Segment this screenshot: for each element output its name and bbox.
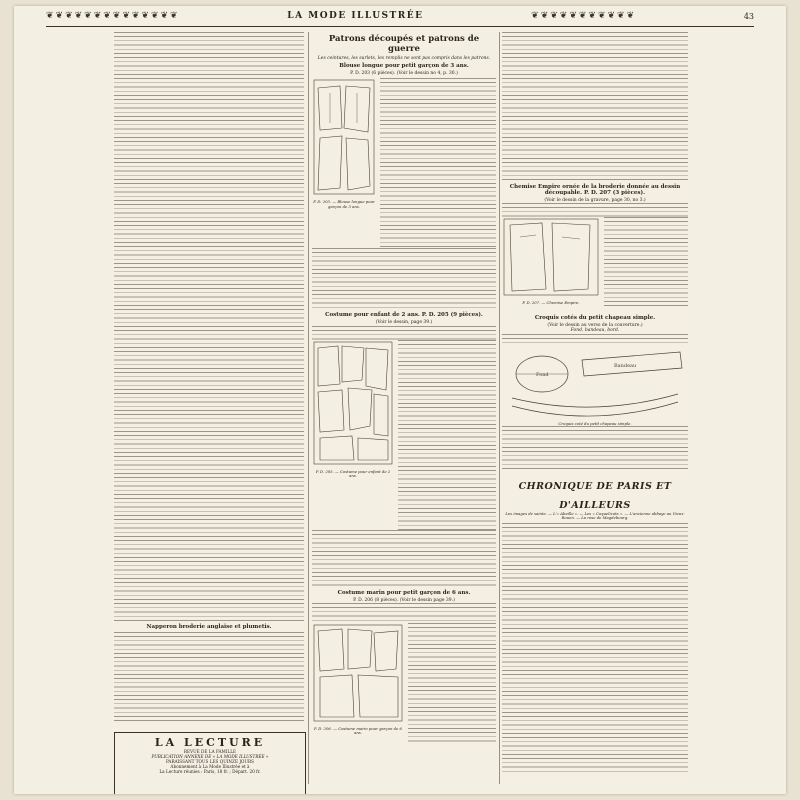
item-ref-chemise: (Voir le dessin de la gravure, page 30, no 3.)	[544, 198, 646, 203]
costume-pattern-figure	[312, 340, 394, 479]
body-text-lines	[380, 78, 496, 248]
body-text-lines	[312, 603, 496, 623]
body-text-lines	[398, 340, 496, 530]
item-sub-croquis: Fond, bandeau, bord.	[570, 328, 620, 334]
body-text-lines	[114, 632, 304, 724]
blouse-pattern-diagram	[312, 78, 376, 196]
item-title-chemise: Chemise Empire ornée de la broderie donnée au dessin découpable. P. D. 207 (3 pièces).	[509, 184, 681, 196]
magazine-page	[14, 6, 786, 794]
item-chemise-block	[502, 217, 688, 309]
column-rule	[499, 32, 500, 784]
body-text-lines	[408, 623, 496, 743]
column-left-body-text	[114, 32, 304, 622]
chronicle-heading	[502, 474, 688, 512]
body-text-lines	[312, 248, 496, 310]
lecture-line: PARAISSANT TOUS LES QUINZE JOURS	[166, 759, 254, 764]
item-marin-block	[312, 623, 496, 743]
item-title-costume-marin: Costume marin pour petit garçon de 6 ans.	[337, 589, 471, 596]
page-header	[46, 6, 754, 27]
chemise-pattern-diagram	[502, 217, 600, 297]
chronicle-summary: Les images de sainte. — L'« Abeille ». — Les « Coquelicots ». — L'ancienne abbaye au Vieux-Rouen. — La rose de Magdebourg.	[505, 510, 685, 521]
figure-caption: P. D. 207. — Chemise Empire.	[522, 300, 580, 306]
item-ref-croquis: (Voir le dessin au verso de la couverture.)	[547, 323, 643, 329]
item-ref-costume-marin: P. D. 206 (8 pièces). (Voir le dessin page 39.)	[353, 597, 455, 603]
item-title-costume-enfant: Costume pour enfant de 2 ans. P. D. 205 (9 pièces).	[325, 312, 483, 319]
section-heading-napperon: Napperon broderie anglaise et plumetis.	[146, 624, 272, 630]
item-costume-block	[312, 340, 496, 530]
costume-pattern-diagram	[312, 340, 394, 466]
figure-caption: P. D. 206. — Costume marin pour garçon de 6 ans.	[314, 725, 402, 736]
page-title: LA MODE ILLUSTRÉE	[287, 11, 424, 21]
column-left-subsection	[114, 622, 304, 732]
blouse-pattern-figure	[312, 78, 376, 209]
lecture-line: La Lecture réunies : Paris, 18 fr. ; Départ. 20 fr.	[159, 769, 261, 774]
body-text-lines	[604, 217, 688, 309]
body-text-lines	[502, 203, 688, 217]
lecture-title: LA LECTURE	[154, 736, 266, 749]
lecture-advertisement	[114, 732, 306, 794]
lecture-line: Abonnement à La Mode Illustrée et à	[170, 764, 250, 769]
lecture-line: PUBLICATION ANNEXE DE « LA MODE ILLUSTRÉE »	[151, 754, 269, 759]
body-text-lines	[312, 326, 496, 340]
figure-caption: P. D. 203. — Blouse longue pour garçon de 3 ans.	[313, 199, 375, 209]
figure-caption: Croquis coté du petit chapeau simple.	[558, 420, 632, 426]
column-right	[502, 32, 688, 792]
hat-bandeau-label: Bandeau	[614, 362, 637, 369]
section-heading-patrons: Patrons découpés et patrons de guerre	[328, 34, 480, 54]
chemise-pattern-figure	[502, 217, 600, 305]
item-title-croquis: Croquis cotés du petit chapeau simple.	[534, 315, 656, 322]
marin-pattern-diagram	[312, 623, 404, 723]
hat-diagram	[502, 346, 688, 418]
lecture-subtitle: REVUE DE LA FAMILLE	[183, 749, 237, 754]
hat-fond-label: Fond	[536, 371, 549, 378]
body-text-lines	[502, 426, 688, 470]
column-rule	[308, 32, 309, 784]
marin-pattern-figure	[312, 623, 404, 736]
page-number: 43	[743, 11, 754, 21]
item-ref-costume-enfant: (Voir le dessin, page 39.)	[375, 320, 433, 326]
body-text-lines	[312, 530, 496, 588]
chronicle-title: CHRONIQUE DE PARIS ET D'AILLEURS	[518, 480, 672, 511]
figure-caption: P. D. 205. — Costume pour enfant de 2 ans.	[315, 468, 391, 479]
item-title-blouse: Blouse longue pour petit garçon de 3 ans.	[339, 63, 469, 70]
body-text-lines	[502, 523, 688, 773]
column-middle	[312, 32, 496, 792]
body-text-lines	[502, 32, 688, 182]
header-ornament-left: ❦❦❦❦❦❦❦❦❦❦❦❦❦❦	[46, 11, 180, 21]
body-text-lines	[502, 334, 688, 344]
item-ref-blouse: P. D. 203 (6 pièces). (Voir le dessin no 4, p. 30.)	[350, 71, 458, 77]
hat-diagram-block	[502, 346, 688, 426]
item-blouse-block	[312, 78, 496, 248]
section-intro: Les ceintures, les surlets, les remplis ne sont pas compris dans les patrons.	[317, 56, 491, 61]
header-ornament-right: ❦❦❦❦❦❦❦❦❦❦❦	[531, 11, 637, 21]
body-text-lines	[114, 32, 304, 622]
